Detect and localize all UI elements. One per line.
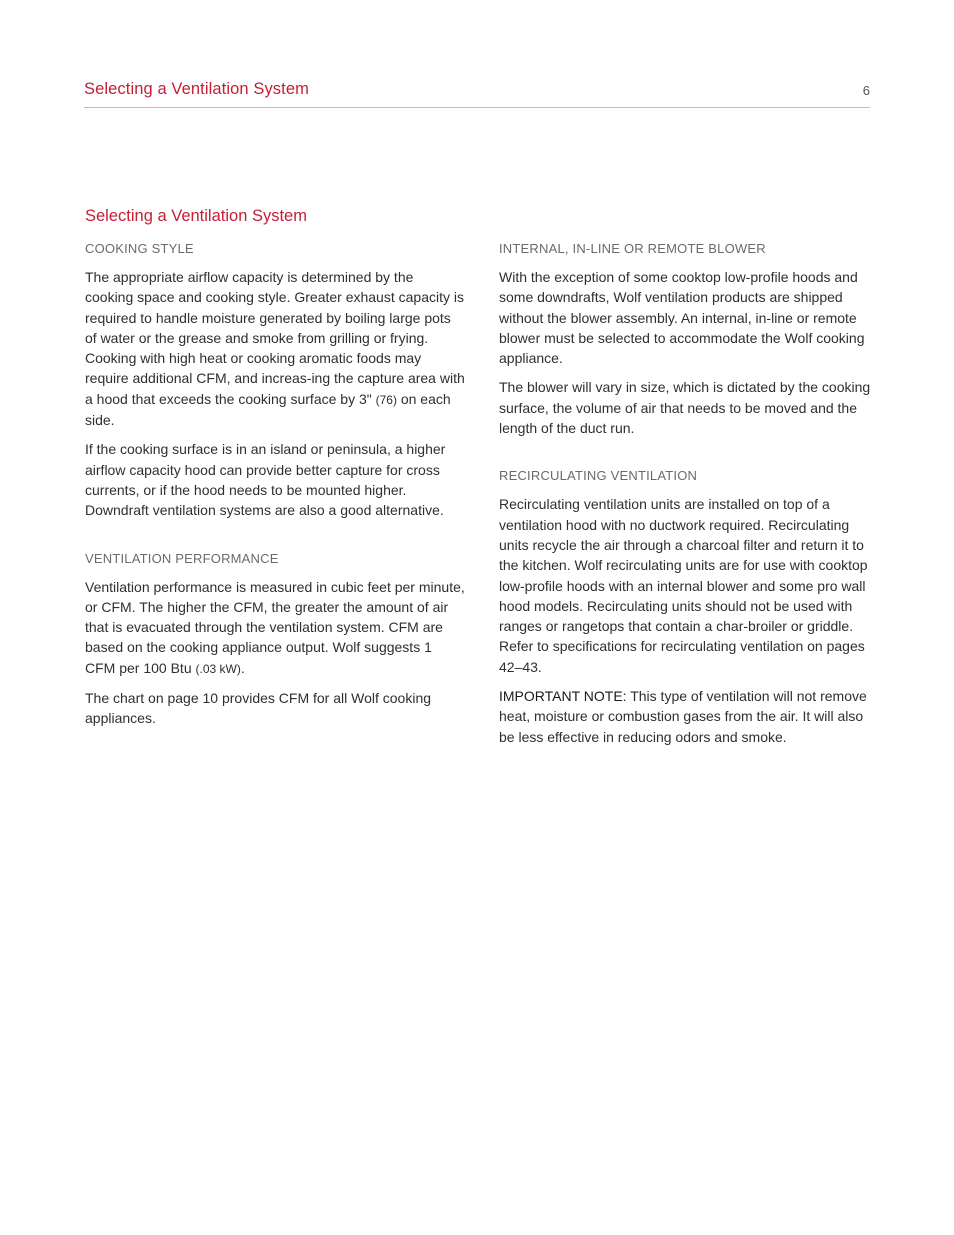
section-title: Selecting a Ventilation System xyxy=(85,207,307,225)
ventilation-performance-paragraph-1 xyxy=(85,577,465,679)
ventilation-performance-p1-end: . xyxy=(240,659,245,676)
cooking-style-paragraph-1 xyxy=(85,267,465,430)
running-header xyxy=(84,78,870,108)
important-note-label: IMPORTANT NOTE: xyxy=(499,688,627,705)
recirculating-heading: RECIRCULATING VENTILATION xyxy=(499,468,698,484)
section-spacer xyxy=(85,521,465,549)
ventilation-performance-p1-metric: (.03 kW) xyxy=(195,661,241,676)
right-column xyxy=(499,239,879,747)
ventilation-performance-heading: VENTILATION PERFORMANCE xyxy=(85,550,279,566)
important-note xyxy=(499,686,879,747)
recirculating-paragraph-1: Recirculating ventilation units are installed on top of a ventilation hood with no ductwork required. Recirculating units recycle the air through a charcoal filter and return it to the kitchen. Wolf recirculating units are for use with cooktop low-profile hoods with an internal blower and some pro wall hood models. Recirculating units should not be used with ranges or rangetops that contain a char-broiler or griddle. Refer to specifications for recirculating ventilation on pages 42–43. xyxy=(499,496,868,675)
blower-paragraph-1: With the exception of some cooktop low-profile hoods and some downdrafts, Wolf ventilation products are shipped without the blower assembly. An internal, in-line or remote blower must be selected to accommodate the Wolf cooking appliance. xyxy=(499,269,865,367)
section-spacer xyxy=(499,438,879,466)
page-number: 6 xyxy=(862,83,870,98)
cooking-style-heading: COOKING STYLE xyxy=(85,241,194,256)
cooking-style-p1-metric: (76) xyxy=(375,392,397,407)
important-note-text: This type of ventilation will not remove heat, moisture or combustion gases from the air. It will also be less effective in reducing odors and smoke. xyxy=(499,688,867,745)
left-column xyxy=(85,239,465,729)
ventilation-performance-paragraph-2: The chart on page 10 provides CFM for all Wolf cooking appliances. xyxy=(85,690,432,727)
running-title: Selecting a Ventilation System xyxy=(84,80,309,98)
blower-paragraph-2: The blower will vary in size, which is dictated by the cooking surface, the volume of air that needs to be moved and the length of the duct run. xyxy=(499,379,871,437)
blower-heading: INTERNAL, IN-LINE OR REMOTE BLOWER xyxy=(499,241,766,256)
cooking-style-paragraph-2: If the cooking surface is in an island or peninsula, a higher airflow capacity hood can provide better capture for cross currents, or if the hood needs to be mounted higher. Downdraft ventilation systems are also a good alternative. xyxy=(85,441,446,519)
cooking-style-p1-end: on each side. xyxy=(85,390,451,429)
cooking-style-p1-text: The appropriate airflow capacity is determined by the cooking space and cooking style. Greater exhaust capacity is required to handle moisture generated by boiling large pots of water or the grease and smoke from grilling or frying. Cooking with high heat or cooking aromatic foods may require additional CFM, and increas-ing the capture area with a hood that exceeds the cooking surface by 3" xyxy=(85,269,465,407)
ventilation-performance-p1-text: Ventilation performance is measured in cubic feet per minute, or CFM. The higher the CFM, the greater the amount of air that is evacuated through the ventilation system. CFM are based on the cooking appliance output. Wolf suggests 1 CFM per 100 Btu xyxy=(85,578,465,676)
